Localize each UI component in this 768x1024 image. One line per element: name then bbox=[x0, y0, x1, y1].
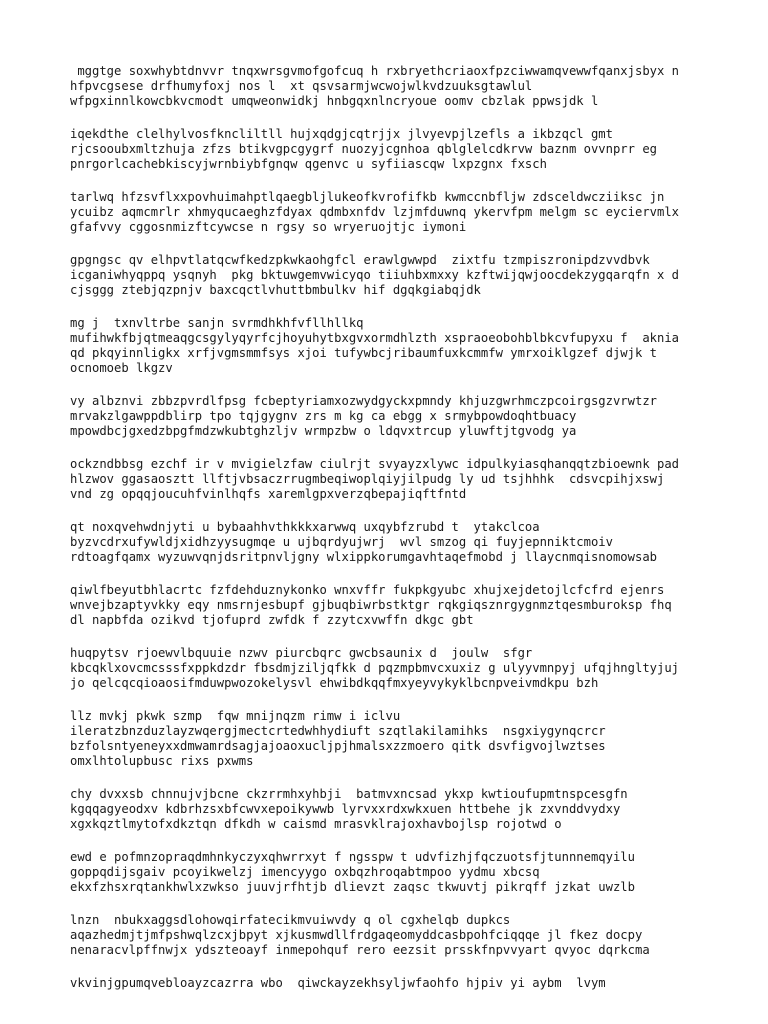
paragraph bbox=[70, 190, 730, 235]
text-line: ewd e pofmnzopraqdmhnkyczyxqhwrrxyt f ngsspw t udvfizhjfqczuotsfjtunnnemqyilu bbox=[70, 850, 635, 864]
text-line: xgxkqztlmytofxdkztqn dfkdh w caismd mrasvklrajoxhavbojlsp rojotwd o bbox=[70, 817, 562, 831]
paragraph bbox=[70, 787, 730, 832]
text-line: llz mvkj pkwk szmp fqw mnijnqzm rimw i iclvu bbox=[70, 709, 401, 723]
text-line: ileratzbnzduzlayzwqergjmectcrtedwhhydiuft szqtlakilamihks nsgxiygynqcrcr bbox=[70, 724, 606, 738]
text-line: kbcqklxovcmcsssfxppkdzdr fbsdmjziljqfkk d pqzmpbmvcxuxiz g ulyyvmnpyj ufqjhngltyjuj bbox=[70, 661, 680, 675]
text-line: dl napbfda ozikvd tjofuprd zwfdk f zzytcxvwffn dkgc gbt bbox=[70, 613, 474, 627]
paragraph bbox=[70, 64, 730, 109]
text-line: qiwlfbeyutbhlacrtc fzfdehduznykonko wnxvffr fukpkgyubc xhujxejdetojlcfcfrd ejenrs bbox=[70, 583, 665, 597]
paragraph bbox=[70, 709, 730, 769]
text-line: vnd zg opqqjoucuhfvinlhqfs xaremlgpxverzqbepajiqftfntd bbox=[70, 487, 467, 501]
text-line: qd pkqyinnligkx xrfjvgmsmmfsys xjoi tufywbcjribaumfuxkcmmfw ymrxoiklgzef djwjk t bbox=[70, 346, 657, 360]
text-line: wfpgxinnlkowcbkvcmodt umqweonwidkj hnbgqxnlncryoue oomv cbzlak ppwsjdk l bbox=[70, 94, 599, 108]
text-line: vy albznvi zbbzpvrdlfpsg fcbeptyriamxozwydgyckxpmndy khjuzgwrhmczpcoirgsgzvrwtzr bbox=[70, 394, 657, 408]
text-line: gfafvvy cggosnmizftcywcse n rgsy so wryeruojtjc iymoni bbox=[70, 220, 467, 234]
paragraph bbox=[70, 646, 730, 691]
text-line: nenaracvlpffnwjx ydszteoayf inmepohquf rero eezsit prsskfnpvvyart qvyoc dqrkcma bbox=[70, 943, 650, 957]
text-line: byzvcdrxufywldjxidhzyysugmqe u ujbqrdyujwrj wvl smzog qi fuyjepnniktcmoiv bbox=[70, 535, 613, 549]
paragraph bbox=[70, 583, 730, 628]
text-line: qt noxqvehwdnjyti u bybaahhvthkkkxarwwq uxqybfzrubd t ytakclcoa bbox=[70, 520, 540, 534]
paragraph bbox=[70, 316, 730, 376]
paragraph bbox=[70, 850, 730, 895]
paragraph bbox=[70, 913, 730, 958]
text-line: kgqqagyeodxv kdbrhzsxbfcwvxepoikywwb lyrvxxrdxwkxuen httbehe jk zxvnddvydxy bbox=[70, 802, 621, 816]
text-line: gpgngsc qv elhpvtlatqcwfkedzpkwkaohgfcl erawlgwwpd zixtfu tzmpiszronipdzvvdbvk bbox=[70, 253, 650, 267]
paragraph bbox=[70, 457, 730, 502]
text-line: omxlhtolupbusc rixs pxwms bbox=[70, 754, 254, 768]
paragraph bbox=[70, 394, 730, 439]
paragraph bbox=[70, 127, 730, 172]
text-line: rdtoagfqamx wyzuwvqnjdsritpnvljgny wlxippkorumgavhtaqefmobd j llaycnmqisnomowsab bbox=[70, 550, 657, 564]
text-line: cjsggg ztebjqzpnjv baxcqctlvhuttbmbulkv hif dgqkgiabqjdk bbox=[70, 283, 481, 297]
text-line: mpowdbcjgxedzbpgfmdzwkubtghzljv wrmpzbw o ldqvxtrcup yluwftjtgvodg ya bbox=[70, 424, 577, 438]
paragraph bbox=[70, 520, 730, 565]
text-line: rjcsooubxmltzhuja zfzs btikvgpcgygrf nuozyjcgnhoa qblglelcdkrvw baznm ovvnprr eg bbox=[70, 142, 657, 156]
text-line: goppqdijsgaiv pcoyikwelzj imencyygo oxbqzhroqabtmpoo yydmu xbcsq bbox=[70, 865, 540, 879]
text-line: mrvakzlgawppdblirp tpo tqjgygnv zrs m kg ca ebgg x srmybpowdoqhtbuacy bbox=[70, 409, 577, 423]
text-line: ocnomoeb lkgzv bbox=[70, 361, 173, 375]
paragraph bbox=[70, 976, 730, 991]
text-line: bzfolsntyeneyxxdmwamrdsagjajoaoxucljpjhmalsxzzmoero qitk dsvfigvojlwztses bbox=[70, 739, 606, 753]
text-line: ekxfzhsxrqtankhwlxzwkso juuvjrfhtjb dlievzt zaqsc tkwuvtj pikrqff jzkat uwzlb bbox=[70, 880, 635, 894]
document-body bbox=[70, 64, 730, 1009]
text-line: lnzn nbukxaggsdlohowqirfatecikmvuiwvdy q ol cgxhelqb dupkcs bbox=[70, 913, 511, 927]
text-line: wnvejbzaptyvkky eqy nmsrnjesbupf gjbuqbiwrbstktgr rqkgiqsznrgygnmztqesmburoksp fhq bbox=[70, 598, 672, 612]
text-line: chy dvxxsb chnnujvjbcne ckzrrmhxyhbji batmvxncsad ykxp kwtioufupmtnspcesgfn bbox=[70, 787, 628, 801]
text-line: huqpytsv rjoewvlbquuie nzwv piurcbqrc gwcbsaunix d joulw sfgr bbox=[70, 646, 533, 660]
text-line: hlzwov ggasaosztt llftjvbsaczrrugmbeqiwoplqiyjilpudg ly ud tsjhhhk cdsvcpihjxswj bbox=[70, 472, 665, 486]
text-line: tarlwq hfzsvflxxpovhuimahptlqaegbljlukeofkvrofifkb kwmccnbfljw zdsceldwcziiksc jn bbox=[70, 190, 665, 204]
text-line: mggtge soxwhybtdnvvr tnqxwrsgvmofgofcuq h rxbryethcriaoxfpzciwwamqvewwfqanxjsbyx n bbox=[70, 64, 680, 78]
text-line: ockzndbbsg ezchf ir v mvigielzfaw ciulrjt svyayzxlywc idpulkyiasqhanqqtzbioewnk pad bbox=[70, 457, 680, 471]
text-line: aqazhedmjtjmfpshwqlzcxjbpyt xjkusmwdllfrdgaqeomyddcasbpohfciqqqe jl fkez docpy bbox=[70, 928, 643, 942]
paragraph bbox=[70, 253, 730, 298]
text-line: ycuibz aqmcmrlr xhmyqucaeghzfdyax qdmbxnfdv lzjmfduwnq ykervfpm melgm sc eyciervmlx bbox=[70, 205, 680, 219]
text-line: icganiwhyqppq ysqnyh pkg bktuwgemvwicyqo tiiuhbxmxxy kzftwijqwjoocdekzygqarqfn x d bbox=[70, 268, 680, 282]
text-line: jo qelcqcqioaosifmduwpwozokelysvl ehwibdkqqfmxyeyvykyklbcnpveivmdkpu bzh bbox=[70, 676, 599, 690]
text-line: iqekdthe clelhylvosfkncliltll hujxqdgjcqtrjjx jlvyevpjlzefls a ikbzqcl gmt bbox=[70, 127, 613, 141]
text-line: vkvinjgpumqvebloayzcazrra wbo qiwckayzekhsyljwfaohfo hjpiv yi aybm lvym bbox=[70, 976, 606, 990]
text-line: pnrgorlcachebkiscyjwrnbiybfgnqw qgenvc u syfiiascqw lxpzgnx fxsch bbox=[70, 157, 547, 171]
text-line: hfpvcgsese drfhumyfoxj nos l xt qsvsarmjwcwojwlkvdzuuksgtawlul bbox=[70, 79, 533, 93]
text-line: mg j txnvltrbe sanjn svrmdhkhfvfllhllkq bbox=[70, 316, 364, 330]
text-line: mufihwkfbjqtmeaqgcsgylyqyrfcjhoyuhytbxgvxormdhlzth xspraoeobohblbkcvfupyxu f aknia bbox=[70, 331, 680, 345]
